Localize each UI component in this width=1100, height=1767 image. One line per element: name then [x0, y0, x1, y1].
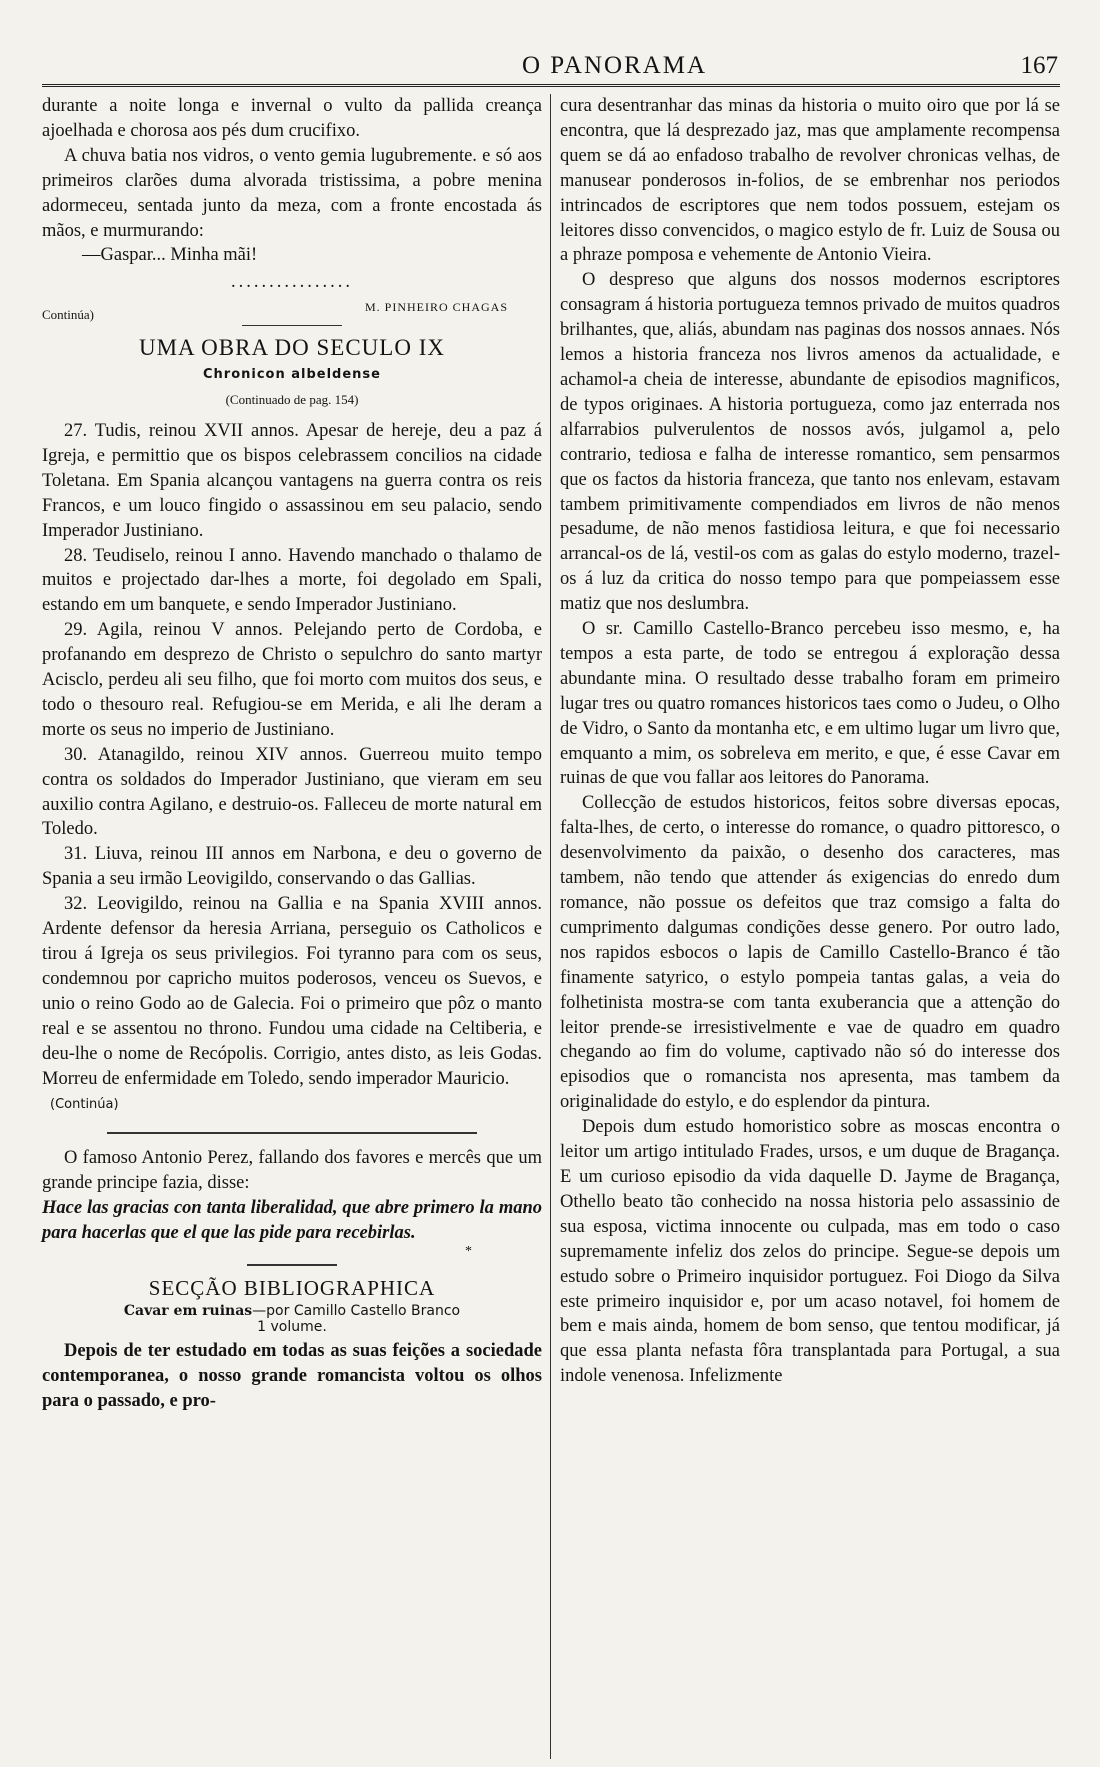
- page-header: [42, 46, 1060, 82]
- chronicle-entry: 30. Atanagildo, reinou XIV annos. Guerreou muito tempo contra os soldados do Imperador Justiniano, que vieram em seu auxilio contra Agilano, e destruio-os. Falleceu de morte natural em Toledo.: [42, 744, 542, 840]
- short-rule: [242, 325, 342, 326]
- chronicle-entry: 32. Leovigildo, reinou na Gallia e na Spania XVIII annos. Ardente defensor da heresia Arriana, perseguio os Catholicos e tirou á Igreja os seus privilegios. Foi tyranno para com os seus, condemnou por capricho muitos poderosos, venceu os Suevos, e unio o reino Godo ao de Galecia. Foi o primeiro que pôz o manto real e se assentou no throno. Fundou uma cidade na Celtiberia, e deu-lhe o nome de Recópolis. Corrigio, antes disto, as leis Godas. Morreu de enfermidade em Toledo, sendo imperador Mauricio.: [42, 894, 542, 1089]
- chronicle-entry: 28. Teudiselo, reinou I anno. Havendo manchado o thalamo de muitos e projectado dar-lhes a morte, foi degolado em Spali, estando em um banquete, e sendo Imperador Justiniano.: [42, 545, 542, 616]
- left-column: [42, 94, 542, 1414]
- article-title: UMA OBRA DO SECULO IX: [139, 335, 445, 361]
- chronicle-entry: 27. Tudis, reinou XVII annos. Apesar de hereje, deu a paz á Igreja, e permittio que os bispos celebrassem concilios na cidade Toletana. Em Spania alcançou vantagens na guerra contra os reis Francos, e um louco fingido o assassinou em seu palacio, sendo Imperador Justiniano.: [42, 420, 542, 541]
- review-paragraph: Collecção de estudos historicos, feitos sobre diversas epocas, falta-lhes, de certo, o interesse do romance, o quadro pittoresco, o desenvolvimento da paixão, o desenho dos caracteres, mas tambem, não tendo que attender ás exigencias do enredo dum romance, não possue os defeitos que traz comsigo a falta do cumprimento dalgumas condições desse genero. Por outro lado, nos rapidos esbocos o lapis de Camillo Castello-Branco é tão finamente satyrico, o estylo pompeia tantas galas, a veia do folhetinista mostra-se com tanta exuberancia que a attenção do leitor prende-se irresistivelmente e vae de quadro em quadro chegando ao fim do volume, captivado não só do interesse dos episodios que o romancista nos apresenta, mas tambem da originalidade do estylo, e do esplendor da pintura.: [560, 793, 1060, 1113]
- review-paragraph: cura desentranhar das minas da historia o muito oiro que por lá se encontra, que lá desprezado jaz, mas que amplamente recompensa quem se dá ao enfadoso trabalho de revolver chronicas velhas, de manusear ponderosos in-folios, de se embrenhar nos periodos intrincados de escriptores que nem todos possuem, estejam os leitores disso convencidos, o magico estylo de fr. Luiz de Sousa ou a phraze pomposa e vehemente de Antonio Vieira.: [560, 96, 1060, 266]
- article-subtitle: Chronicon albeldense: [202, 367, 381, 383]
- star-mark: *: [465, 1243, 472, 1259]
- chronicle-entry: 31. Liuva, reinou III annos em Narbona, e deu o governo de Spania a seu irmão Leovigildo, conservando o das Gallias.: [42, 844, 542, 890]
- columns: [42, 94, 1060, 1767]
- separator-rule: [107, 1132, 477, 1134]
- separator-rule: [247, 1264, 337, 1266]
- review-paragraph: O despreso que alguns dos nossos modernos escriptores consagram á historia portugueza temnos privado de muitos quadros brilhantes, que, aliás, abundam nas paginas dos nossos annaes. Nós lemos a historia franceza nos livros amenos da actualidade, e achamol-a cheia de interesse, abundante de episodios magnificos, de typos originaes. A historia portugueza, como jaz enterrada nos alfarrabios pulverulentos de nossos avós, julgamol a, pelo contrario, tediosa e falha de interesse romantico, sem pensarmos que os factos da historia franceza, que tanto nos enlevam, estavam tambem primitivamente compendiados em livros de não menos pesadume, de não menos fastidiosa leitura, e que foi necessario arrancal-os de lá, vestil-os com as galas do estylo moderno, trazel-os á luz da critica do nosso tempo para que pompeiassem esse matiz que nos deslumbra.: [560, 270, 1060, 615]
- continua-note: (Continúa): [50, 1097, 119, 1113]
- book-citation: [42, 1303, 542, 1335]
- story-paragraph: durante a noite longa e invernal o vulto da pallida creança ajoelhada e chorosa aos pés dum crucifixo.: [42, 96, 542, 141]
- story-paragraph: A chuva batia nos vidros, o vento gemia lugubremente. e só aos primeiros clarões duma alvorada tristissima, a pobre menina adormeceu, sentada junto da meza, com a fronte encostada ás mãos, e murmurando:: [42, 145, 542, 241]
- page-number: 167: [1020, 52, 1058, 79]
- book-byline: —por Camillo Castello Branco: [252, 1302, 461, 1319]
- author-name: M. PINHEIRO CHAGAS: [364, 300, 508, 315]
- publication-title: O PANORAMA: [522, 52, 708, 79]
- signature-dots: ................: [231, 272, 353, 293]
- continua-note: Continúa): [42, 307, 94, 323]
- review-paragraph: Depois dum estudo homoristico sobre as moscas encontra o leitor um artigo intitulado Frades, ursos, e um duque de Bragança. E um curioso episodio da vida daquelle D. Jayme de Bragança, Othello beato tão conhecido na nossa historia pelo assassinio de sua esposa, victima innocente ou culpada, mas em todo o caso supremamente infeliz dos zelos do principe. Segue-se depois um estudo sobre o Primeiro inquisidor portuguez. Foi Diogo da Silva este primeiro inquisidor e, por um acaso notavel, foi homem de bem e mais ainda, homem de bom senso, que tentou modificar, já que essa planta nefasta fôra transplantada para Portugal, a sua indole venenosa. Infelizmente: [560, 1117, 1060, 1387]
- story-paragraph: —Gaspar... Minha mãi!: [82, 245, 258, 266]
- perez-intro: O famoso Antonio Perez, fallando dos favores e mercês que um grande principe fazia, disse:: [42, 1148, 542, 1194]
- chronicle-entry: 29. Agila, reinou V annos. Pelejando perto de Cordoba, e profanando em desprezo de Christo o sepulchro do santo martyr Acisclo, perdeu ali seu filho, que foi morto com muitos dos seus, e todo o thesouro real. Refugiou-se em Merida, e ali lhe deram a morte os seus no imperio de Justiniano.: [42, 620, 542, 740]
- biblio-paragraph: Depois de ter estudado em todas as suas feições a sociedade contemporanea, o nosso grande romancista voltou os olhos para o passado, e pro-: [42, 1340, 542, 1411]
- article-note: (Continuado de pag. 154): [225, 392, 359, 408]
- header-rule: [42, 84, 1060, 87]
- right-column: [560, 94, 1060, 1389]
- book-volume: 1 volume.: [257, 1318, 327, 1335]
- signature-line: [42, 295, 542, 321]
- section-title: SECÇÃO BIBLIOGRAPHICA: [148, 1275, 436, 1300]
- book-title: Cavar em ruinas: [123, 1302, 253, 1319]
- column-divider: [550, 94, 551, 1759]
- perez-quote: Hace las gracias con tanta liberalidad, que abre primero la mano para hacerlas que el que las pide para recebirlas.: [42, 1198, 542, 1244]
- review-paragraph: O sr. Camillo Castello-Branco percebeu isso mesmo, e, ha tempos a esta parte, de todo se entregou á exploração dessa abundante mina. O resultado desse trabalho foram em primeiro lugar tres ou quatro romances historicos taes como o Judeu, o Olho de Vidro, o Santo da montanha etc, e em ultimo lugar um livro que, emquanto a mim, os sobreleva em merito, e que, é esse Cavar em ruinas de que vou fallar aos leitores do Panorama.: [560, 619, 1060, 789]
